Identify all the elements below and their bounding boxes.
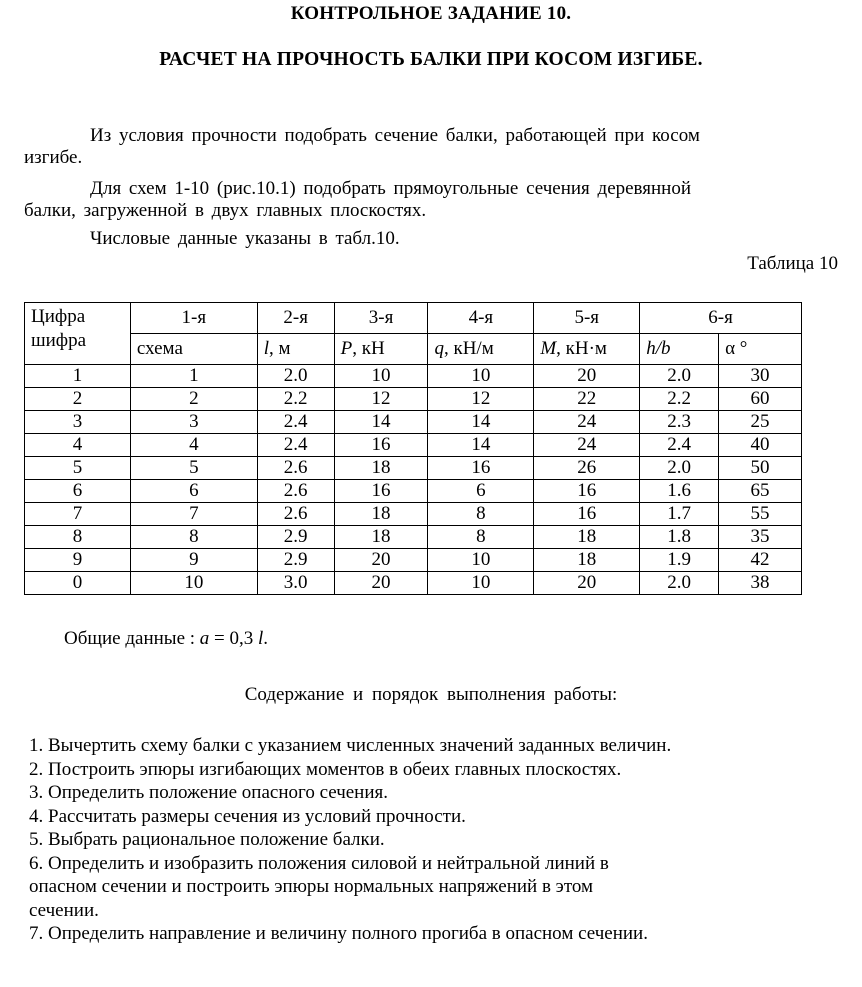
cell-l: 2.0 bbox=[257, 365, 334, 388]
cell-scheme: 8 bbox=[130, 526, 257, 549]
cell-alpha: 30 bbox=[719, 365, 802, 388]
cell-p: 20 bbox=[334, 549, 428, 572]
unit-m: , кН·м bbox=[556, 338, 607, 359]
cell-l: 2.4 bbox=[257, 434, 334, 457]
cell-m: 22 bbox=[534, 388, 640, 411]
common-data bbox=[64, 628, 268, 650]
cell-scheme: 5 bbox=[130, 457, 257, 480]
cell-digit: 5 bbox=[25, 457, 131, 480]
step-6-line1: 6. Определить и изобразить положения силовой и нейтральной линий в bbox=[29, 852, 609, 874]
step-6-line2: опасном сечении и построить эпюры нормальных напряжений в этом bbox=[29, 876, 594, 897]
intro-paragraph-3 bbox=[24, 228, 824, 250]
symbol-m: M bbox=[540, 338, 557, 359]
table-row bbox=[25, 411, 802, 434]
intro-p3: Числовые данные указаны в табл.10. bbox=[90, 228, 400, 249]
group-header-4: 4-я bbox=[428, 303, 534, 334]
table-row bbox=[25, 526, 802, 549]
corner-header bbox=[25, 303, 131, 365]
group-header-6: 6-я bbox=[640, 303, 802, 334]
cell-digit: 8 bbox=[25, 526, 131, 549]
table-row bbox=[25, 388, 802, 411]
symbol-l-common: l bbox=[258, 628, 264, 649]
table-row bbox=[25, 503, 802, 526]
cell-q: 14 bbox=[428, 434, 534, 457]
subheader-angle: α ° bbox=[719, 334, 802, 365]
unit-p: , кН bbox=[352, 338, 385, 359]
cell-digit: 9 bbox=[25, 549, 131, 572]
cell-hb: 2.4 bbox=[640, 434, 719, 457]
data-table bbox=[24, 302, 802, 595]
steps-list bbox=[29, 734, 849, 946]
cell-q: 16 bbox=[428, 457, 534, 480]
cell-q: 8 bbox=[428, 503, 534, 526]
cell-l: 2.4 bbox=[257, 411, 334, 434]
table-subheader-row bbox=[25, 334, 802, 365]
symbol-l: l bbox=[263, 338, 270, 359]
cell-p: 12 bbox=[334, 388, 428, 411]
cell-m: 18 bbox=[534, 526, 640, 549]
cell-scheme: 3 bbox=[130, 411, 257, 434]
cell-q: 10 bbox=[428, 549, 534, 572]
contents-heading: Содержание и порядок выполнения работы: bbox=[244, 684, 618, 705]
cell-digit: 1 bbox=[25, 365, 131, 388]
intro-p1-line1: Из условия прочности подобрать сечение балки, работающей при косом bbox=[90, 125, 700, 146]
subheader-force bbox=[334, 334, 428, 365]
cell-digit: 7 bbox=[25, 503, 131, 526]
step-7: 7. Определить направление и величину полного прогиба в опасном сечении. bbox=[29, 923, 648, 944]
cell-alpha: 25 bbox=[719, 411, 802, 434]
subheader-load bbox=[428, 334, 534, 365]
cell-q: 10 bbox=[428, 572, 534, 595]
cell-m: 18 bbox=[534, 549, 640, 572]
cell-alpha: 40 bbox=[719, 434, 802, 457]
cell-m: 24 bbox=[534, 411, 640, 434]
cell-l: 2.9 bbox=[257, 549, 334, 572]
cell-alpha: 60 bbox=[719, 388, 802, 411]
cell-scheme: 10 bbox=[130, 572, 257, 595]
intro-paragraph-2 bbox=[24, 178, 824, 222]
cell-p: 14 bbox=[334, 411, 428, 434]
cell-hb: 2.3 bbox=[640, 411, 719, 434]
cell-p: 10 bbox=[334, 365, 428, 388]
step-2: 2. Построить эпюры изгибающих моментов в обеих главных плоскостях. bbox=[29, 758, 622, 780]
cell-l: 2.6 bbox=[257, 503, 334, 526]
cell-digit: 6 bbox=[25, 480, 131, 503]
cell-hb: 2.0 bbox=[640, 365, 719, 388]
subheader-ratio: h/b bbox=[640, 334, 719, 365]
group-header-2: 2-я bbox=[257, 303, 334, 334]
cell-p: 16 bbox=[334, 480, 428, 503]
cell-hb: 1.9 bbox=[640, 549, 719, 572]
cell-l: 2.6 bbox=[257, 457, 334, 480]
cell-digit: 3 bbox=[25, 411, 131, 434]
subheader-moment bbox=[534, 334, 640, 365]
cell-hb: 2.2 bbox=[640, 388, 719, 411]
unit-q: , кН/м bbox=[443, 338, 494, 359]
cell-alpha: 65 bbox=[719, 480, 802, 503]
assignment-subtitle: РАСЧЕТ НА ПРОЧНОСТЬ БАЛКИ ПРИ КОСОМ ИЗГИБЕ. bbox=[159, 49, 703, 70]
cell-q: 12 bbox=[428, 388, 534, 411]
cell-scheme: 6 bbox=[130, 480, 257, 503]
table-row bbox=[25, 572, 802, 595]
assignment-title: КОНТРОЛЬНОЕ ЗАДАНИЕ 10. bbox=[290, 3, 572, 24]
group-header-1: 1-я bbox=[130, 303, 257, 334]
symbol-q: q bbox=[434, 338, 444, 359]
cell-digit: 0 bbox=[25, 572, 131, 595]
cell-scheme: 4 bbox=[130, 434, 257, 457]
cell-digit: 4 bbox=[25, 434, 131, 457]
table-row bbox=[25, 434, 802, 457]
group-header-5: 5-я bbox=[534, 303, 640, 334]
cell-scheme: 2 bbox=[130, 388, 257, 411]
intro-p2-line2: балки, загруженной в двух главных плоскостях. bbox=[24, 200, 427, 221]
cell-hb: 1.6 bbox=[640, 480, 719, 503]
cell-hb: 1.8 bbox=[640, 526, 719, 549]
subheader-scheme: схема bbox=[130, 334, 257, 365]
step-1: 1. Вычертить схему балки с указанием численных значений заданных величин. bbox=[29, 735, 672, 756]
symbol-a: a bbox=[199, 628, 210, 649]
table-row bbox=[25, 457, 802, 480]
cell-scheme: 1 bbox=[130, 365, 257, 388]
cell-m: 16 bbox=[534, 503, 640, 526]
common-prefix: Общие данные : bbox=[64, 628, 200, 649]
symbol-p: P bbox=[340, 338, 353, 359]
cell-l: 2.2 bbox=[257, 388, 334, 411]
intro-p1-line2: изгибе. bbox=[24, 147, 83, 168]
intro-paragraph-1 bbox=[24, 125, 824, 169]
cell-alpha: 38 bbox=[719, 572, 802, 595]
cell-p: 18 bbox=[334, 526, 428, 549]
cell-m: 24 bbox=[534, 434, 640, 457]
cell-q: 14 bbox=[428, 411, 534, 434]
table-row bbox=[25, 549, 802, 572]
cell-m: 16 bbox=[534, 480, 640, 503]
step-4: 4. Рассчитать размеры сечения из условий прочности. bbox=[29, 805, 466, 827]
cell-alpha: 55 bbox=[719, 503, 802, 526]
unit-l: , м bbox=[269, 338, 291, 359]
cell-p: 18 bbox=[334, 503, 428, 526]
step-3: 3. Определить положение опасного сечения. bbox=[29, 782, 389, 803]
cell-hb: 2.0 bbox=[640, 457, 719, 480]
cell-m: 20 bbox=[534, 572, 640, 595]
cell-hb: 1.7 bbox=[640, 503, 719, 526]
group-header-3: 3-я bbox=[334, 303, 428, 334]
common-suffix: . bbox=[263, 628, 269, 649]
cell-hb: 2.0 bbox=[640, 572, 719, 595]
cell-l: 3.0 bbox=[257, 572, 334, 595]
cell-digit: 2 bbox=[25, 388, 131, 411]
cell-p: 16 bbox=[334, 434, 428, 457]
cell-alpha: 42 bbox=[719, 549, 802, 572]
cell-q: 10 bbox=[428, 365, 534, 388]
cell-l: 2.9 bbox=[257, 526, 334, 549]
step-5: 5. Выбрать рациональное положение балки. bbox=[29, 829, 385, 850]
cell-q: 8 bbox=[428, 526, 534, 549]
table-row bbox=[25, 365, 802, 388]
cell-alpha: 35 bbox=[719, 526, 802, 549]
corner-line1: Цифра bbox=[31, 306, 86, 327]
subheader-length bbox=[257, 334, 334, 365]
cell-scheme: 9 bbox=[130, 549, 257, 572]
cell-l: 2.6 bbox=[257, 480, 334, 503]
table-header-row bbox=[25, 303, 802, 334]
cell-m: 26 bbox=[534, 457, 640, 480]
common-equals: = 0,3 bbox=[209, 628, 259, 649]
cell-p: 18 bbox=[334, 457, 428, 480]
cell-m: 20 bbox=[534, 365, 640, 388]
intro-p2-line1: Для схем 1-10 (рис.10.1) подобрать прямоугольные сечения деревянной bbox=[90, 178, 692, 199]
step-6-line3: сечении. bbox=[29, 899, 99, 921]
cell-p: 20 bbox=[334, 572, 428, 595]
cell-scheme: 7 bbox=[130, 503, 257, 526]
cell-alpha: 50 bbox=[719, 457, 802, 480]
table-caption: Таблица 10 bbox=[747, 253, 838, 274]
corner-line2: шифра bbox=[31, 330, 87, 351]
table-row bbox=[25, 480, 802, 503]
cell-q: 6 bbox=[428, 480, 534, 503]
